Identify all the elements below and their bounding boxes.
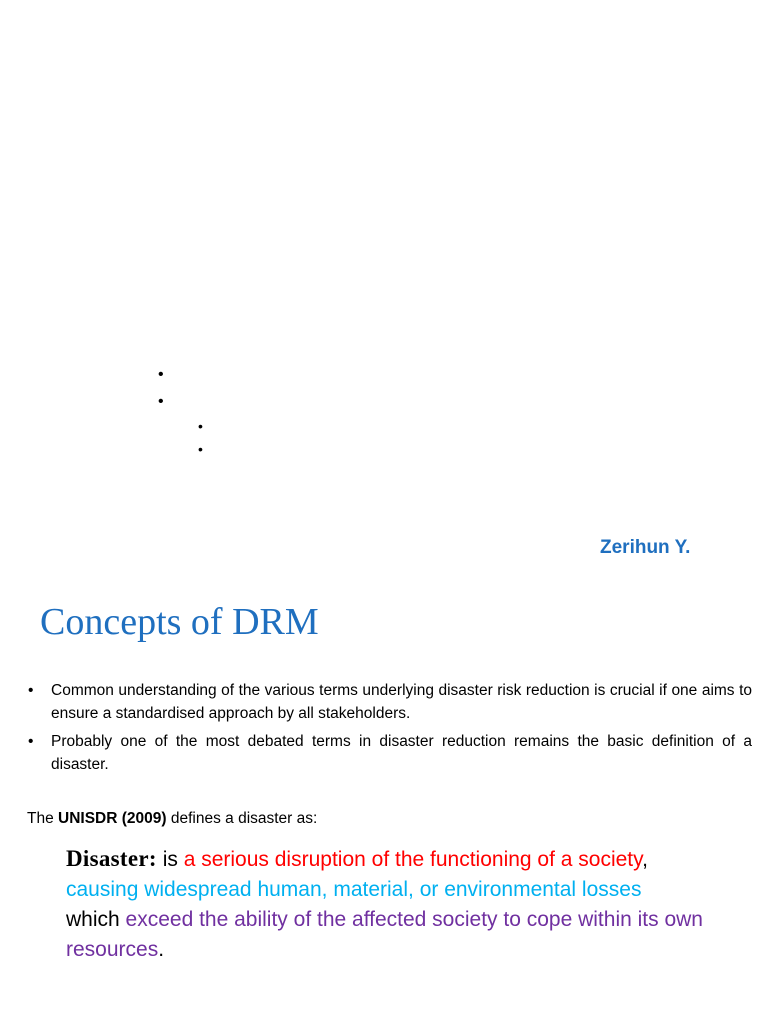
bullet-marker: •	[28, 733, 34, 750]
author-name: Zerihun Y.	[600, 537, 691, 558]
definition-term: Disaster	[66, 846, 149, 871]
definition-period: .	[158, 938, 165, 961]
slide-title: Concepts of DRM	[40, 601, 319, 643]
bullet-marker: •	[28, 682, 34, 699]
definition-part-purple: exceed the ability of the affected society to cope within its own resources	[66, 908, 703, 961]
outline-bullet: •	[158, 393, 164, 410]
intro-prefix: The	[27, 810, 59, 827]
definition-comma: ,	[642, 848, 648, 871]
definition-which: which	[66, 908, 126, 931]
outline-subbullet: •	[198, 418, 203, 434]
outline-bullet: •	[158, 366, 164, 383]
definition-colon: :	[148, 846, 157, 871]
bullet-text: Probably one of the most debated terms in disaster reduction remains the basic definition of a disaster.	[51, 733, 752, 773]
outline-subbullet: •	[198, 441, 203, 457]
definition-is: is	[156, 848, 184, 871]
definition-part-blue: causing widespread human, material, or environmental losses	[66, 878, 642, 901]
bullet-point	[28, 679, 752, 725]
intro-source: UNISDR (2009)	[58, 810, 167, 827]
bullet-point	[28, 730, 752, 776]
intro-suffix: defines a disaster as:	[166, 810, 318, 827]
bullet-text: Common understanding of the various terms underlying disaster risk reduction is crucial if one aims to ensure a standardised approach by all stakeholders.	[51, 682, 752, 722]
definition-part-red: a serious disruption of the functioning of a society	[183, 848, 643, 871]
disaster-definition	[66, 844, 766, 965]
definition-intro	[27, 808, 317, 830]
